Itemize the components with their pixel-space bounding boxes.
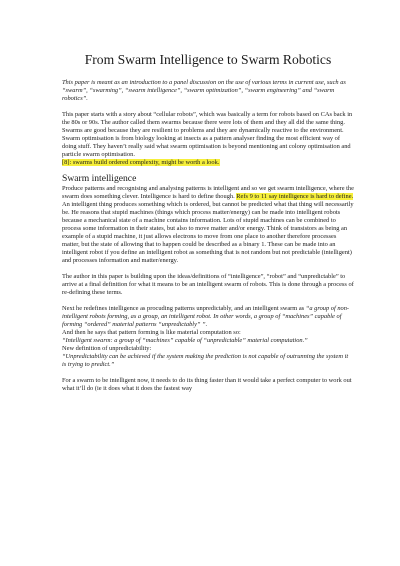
- redefinition-paragraph: The author in this paper is building upon the ideas/definitions of “intelligence”, “robot” and “unpredictable” to arrive at a final definition for what it means to be an intelligent swarm of robots. This is done through a process of re-defining these terms.: [62, 273, 354, 296]
- intelligence-text: Produce patterns and recognising and analysing patterns is intelligent and so we get swarm intelligence, where the swarm does something clever. Intelligence is hard to define though.: [62, 185, 354, 200]
- section-heading: Swarm intelligence: [62, 173, 137, 184]
- material-computation-text: “Intelligent swarm: a group of “machines” capable of “unpredictable” material computation.”: [62, 337, 308, 344]
- unpredictability-text: “Unpredictability can be achieved if the system making the prediction is not capable of outrunning the system it is trying to predict.”: [62, 353, 349, 368]
- intelligent-swarm-quote: “a group of non-intelligent robots forming, as a group, an intelligent robot. In other words, a group of “machines” capable of forming “ordered” material patterns “unpredictably” ”.: [62, 305, 350, 328]
- intelligent-swarm-paragraph: [62, 305, 354, 329]
- paper-title: From Swarm Intelligence to Swarm Robotics: [84, 52, 332, 67]
- material-computation-quote: [62, 337, 354, 345]
- opening-section: [62, 111, 354, 167]
- pattern-forming-paragraph: And then he says that pattern forming is like material computation so:: [62, 329, 241, 336]
- cellular-robots-paragraph: This paper starts with a story about “cellular robots”, which was basically a term for robots based on CAs back in the 80s or 90s. The author called them swarms because there were lots of them and they all did the same thing.: [62, 111, 353, 126]
- unpredictability-quote: [62, 353, 354, 369]
- annotation-line: [62, 159, 354, 167]
- swarms-good-paragraph: Swarms are good because they are resilient to problems and they are dynamically reactive to the environment.: [62, 127, 344, 134]
- unpredictability-heading-line: New definition of unpredictability:: [62, 345, 152, 352]
- swarm-intelligence-section: [62, 173, 354, 393]
- intro-paragraph: [62, 79, 354, 103]
- highlighted-refs-note: Refs 9 to 11 say intelligence is hard to define.: [236, 193, 354, 200]
- intro-text: This paper is meant as an introduction to a panel discussion on the use of various terms in current use, such as “swarm”, “swarming”, “swarm intelligence”, “swarm optimization”, “swarm engineering” and “swarm robotics”.: [62, 79, 346, 102]
- intelligence-paragraph: [62, 185, 354, 201]
- stupid-machines-paragraph: An intelligent thing produces something which is ordered, but cannot be predicted what that thing will necessarily be. He reasons that stupid machines (things which process matter/energy) can be made into intelligent robots because a mechanical state of a machine contains information. Lots of stupid machines can be combined to process some information in their states, but also to move matter and/or energy. Think of transistors as being an example of a stupid machine, it just allows electrons to move from one place to another therefore processes matter, but the state of allowing that to happen could be described as a binary 1. These can be made into an intelligent robot if you define an intelligent robot as something that is not random but not predictable (intelligent) and processes information and matter/energy.: [62, 201, 354, 264]
- highlighted-annotation: [8]: swarms build ordered complexity, might be worth a look.: [62, 159, 220, 166]
- speed-paragraph: For a swarm to be intelligent now, it needs to do its thing faster than it would take a perfect computer to work out what it’ll do (ie it does what it does the fastest way: [62, 377, 352, 392]
- redefine-text: Next he redefines intelligence as procuding patterns unpredictably, and an intelligent swarm as: [62, 305, 306, 312]
- swarm-optimisation-paragraph: Swarm optimisation is from biology looking at insects as a pattern analyser finding the most efficient way of doing stuff. They haven’t really said what swarm optimisation is beyond mentioning ant colony optimisation and particle swarm optimisation.: [62, 135, 351, 158]
